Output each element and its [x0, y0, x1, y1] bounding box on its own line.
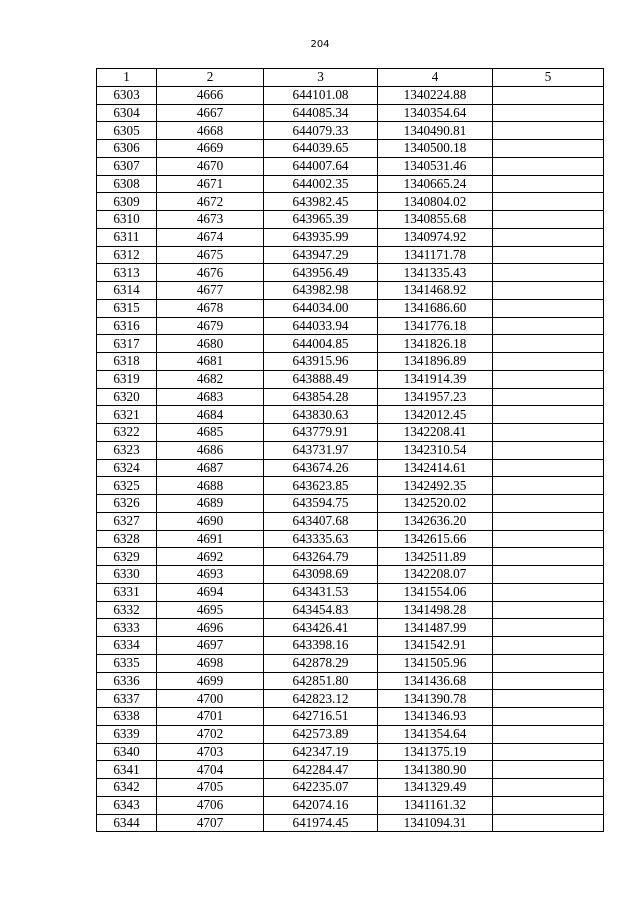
table-cell: 4687	[157, 459, 264, 477]
table-cell: 1341826.18	[378, 335, 493, 353]
table-cell: 6314	[97, 282, 157, 300]
table-cell: 6331	[97, 583, 157, 601]
table-cell: 1342615.66	[378, 530, 493, 548]
table-row	[97, 566, 604, 584]
table-cell: 643264.79	[264, 548, 378, 566]
table-cell: 643915.96	[264, 353, 378, 371]
table-cell: 6315	[97, 299, 157, 317]
table-cell: 1341468.92	[378, 282, 493, 300]
table-cell: 6303	[97, 86, 157, 104]
table-cell: 1342208.41	[378, 424, 493, 442]
table-cell: 643935.99	[264, 228, 378, 246]
table-cell: 1340500.18	[378, 140, 493, 158]
table-cell: 4678	[157, 299, 264, 317]
table-cell	[493, 725, 604, 743]
table-row	[97, 370, 604, 388]
table-cell: 643398.16	[264, 637, 378, 655]
table-cell: 1341094.31	[378, 814, 493, 832]
table-cell: 4688	[157, 477, 264, 495]
table-cell: 4675	[157, 246, 264, 264]
table-cell: 1340354.64	[378, 104, 493, 122]
table-cell	[493, 264, 604, 282]
table-cell	[493, 122, 604, 140]
table-cell	[493, 814, 604, 832]
table-cell: 642851.80	[264, 672, 378, 690]
table-cell: 643854.28	[264, 388, 378, 406]
table-cell: 4677	[157, 282, 264, 300]
table-cell: 6312	[97, 246, 157, 264]
table-cell: 6341	[97, 761, 157, 779]
table-row	[97, 353, 604, 371]
table-cell: 4706	[157, 796, 264, 814]
table-cell	[493, 211, 604, 229]
table-cell: 644004.85	[264, 335, 378, 353]
table-cell: 1341390.78	[378, 690, 493, 708]
table-cell: 1342520.02	[378, 495, 493, 513]
table-cell: 642074.16	[264, 796, 378, 814]
table-cell: 4684	[157, 406, 264, 424]
table-row	[97, 761, 604, 779]
table-cell: 6304	[97, 104, 157, 122]
table-cell: 642878.29	[264, 654, 378, 672]
table-cell	[493, 637, 604, 655]
table-row	[97, 335, 604, 353]
table-cell	[493, 477, 604, 495]
table-row	[97, 548, 604, 566]
table-row	[97, 637, 604, 655]
table-cell: 6307	[97, 157, 157, 175]
table-cell: 1341171.78	[378, 246, 493, 264]
table-cell: 643779.91	[264, 424, 378, 442]
table-cell	[493, 743, 604, 761]
table-cell	[493, 601, 604, 619]
column-header: 1	[97, 69, 157, 87]
table-cell: 1341487.99	[378, 619, 493, 637]
table-cell: 1341335.43	[378, 264, 493, 282]
table-cell: 6342	[97, 779, 157, 797]
table-cell: 4670	[157, 157, 264, 175]
table-cell: 6321	[97, 406, 157, 424]
table-cell: 4671	[157, 175, 264, 193]
table-cell: 643830.63	[264, 406, 378, 424]
table-row	[97, 140, 604, 158]
table-cell: 4672	[157, 193, 264, 211]
table-cell: 643407.68	[264, 512, 378, 530]
table-cell	[493, 796, 604, 814]
table-cell: 6343	[97, 796, 157, 814]
table-cell: 4689	[157, 495, 264, 513]
table-cell: 1340974.92	[378, 228, 493, 246]
table-row	[97, 317, 604, 335]
table-cell	[493, 388, 604, 406]
table-row	[97, 299, 604, 317]
table-cell: 4705	[157, 779, 264, 797]
table-cell: 6308	[97, 175, 157, 193]
table-cell: 4696	[157, 619, 264, 637]
table-cell	[493, 140, 604, 158]
table-cell	[493, 761, 604, 779]
table-cell: 643965.39	[264, 211, 378, 229]
table-cell: 644002.35	[264, 175, 378, 193]
table-cell: 6339	[97, 725, 157, 743]
table-cell: 643982.45	[264, 193, 378, 211]
table-cell: 4697	[157, 637, 264, 655]
table-cell: 1342511.89	[378, 548, 493, 566]
table-cell: 1340224.88	[378, 86, 493, 104]
table-cell	[493, 459, 604, 477]
column-header: 5	[493, 69, 604, 87]
table-cell: 6344	[97, 814, 157, 832]
table-cell	[493, 441, 604, 459]
table-cell: 4686	[157, 441, 264, 459]
table-cell: 644033.94	[264, 317, 378, 335]
table-cell: 4667	[157, 104, 264, 122]
table-cell	[493, 370, 604, 388]
table-cell: 644079.33	[264, 122, 378, 140]
table-cell: 6334	[97, 637, 157, 655]
table-cell: 1340804.02	[378, 193, 493, 211]
table-row	[97, 601, 604, 619]
table-cell	[493, 406, 604, 424]
table-cell	[493, 335, 604, 353]
table-row	[97, 583, 604, 601]
table-cell: 644101.08	[264, 86, 378, 104]
table-cell: 6305	[97, 122, 157, 140]
column-header: 3	[264, 69, 378, 87]
table-cell: 4681	[157, 353, 264, 371]
table-cell: 1342012.45	[378, 406, 493, 424]
table-cell: 6324	[97, 459, 157, 477]
table-cell	[493, 282, 604, 300]
table-cell: 4703	[157, 743, 264, 761]
table-cell: 6313	[97, 264, 157, 282]
table-row	[97, 175, 604, 193]
table-cell: 4698	[157, 654, 264, 672]
table-cell: 4691	[157, 530, 264, 548]
table-row	[97, 86, 604, 104]
table-cell: 643674.26	[264, 459, 378, 477]
table-cell: 643454.83	[264, 601, 378, 619]
table-row	[97, 388, 604, 406]
table-cell: 1341346.93	[378, 708, 493, 726]
table-cell: 1341896.89	[378, 353, 493, 371]
table-row	[97, 424, 604, 442]
table-cell: 1340531.46	[378, 157, 493, 175]
table-cell: 4702	[157, 725, 264, 743]
table-cell: 643335.63	[264, 530, 378, 548]
table-cell: 4693	[157, 566, 264, 584]
table-cell	[493, 548, 604, 566]
table-cell: 643098.69	[264, 566, 378, 584]
table-cell	[493, 299, 604, 317]
table-cell: 4676	[157, 264, 264, 282]
table-cell	[493, 193, 604, 211]
table-cell: 644007.64	[264, 157, 378, 175]
table-cell: 643623.85	[264, 477, 378, 495]
table-cell: 6317	[97, 335, 157, 353]
table-cell: 4673	[157, 211, 264, 229]
table-cell: 644039.65	[264, 140, 378, 158]
table-cell: 1341686.60	[378, 299, 493, 317]
table-cell: 4666	[157, 86, 264, 104]
table-cell: 1341542.91	[378, 637, 493, 655]
table-header	[97, 69, 604, 87]
table-cell: 6320	[97, 388, 157, 406]
table-cell: 1342310.54	[378, 441, 493, 459]
table-row	[97, 708, 604, 726]
table-cell	[493, 566, 604, 584]
table-cell	[493, 353, 604, 371]
table-row	[97, 122, 604, 140]
table-row	[97, 654, 604, 672]
table-cell	[493, 672, 604, 690]
table-row	[97, 157, 604, 175]
table-cell: 642716.51	[264, 708, 378, 726]
table-cell	[493, 654, 604, 672]
table-cell: 4694	[157, 583, 264, 601]
coordinates-table	[96, 68, 604, 832]
table-cell: 4695	[157, 601, 264, 619]
table-row	[97, 441, 604, 459]
table-cell: 6337	[97, 690, 157, 708]
table-cell: 4668	[157, 122, 264, 140]
table-cell: 643982.98	[264, 282, 378, 300]
table-cell	[493, 86, 604, 104]
table-body	[97, 86, 604, 832]
table-cell: 1342414.61	[378, 459, 493, 477]
table-cell: 642347.19	[264, 743, 378, 761]
table-cell	[493, 104, 604, 122]
table-cell: 644085.34	[264, 104, 378, 122]
table-cell	[493, 779, 604, 797]
table-row	[97, 459, 604, 477]
table-cell: 1342636.20	[378, 512, 493, 530]
table-cell	[493, 583, 604, 601]
table-cell: 6318	[97, 353, 157, 371]
table-cell	[493, 317, 604, 335]
table-row	[97, 193, 604, 211]
table-cell: 6306	[97, 140, 157, 158]
table-cell: 4692	[157, 548, 264, 566]
table-cell: 643594.75	[264, 495, 378, 513]
table-cell: 6335	[97, 654, 157, 672]
table-cell: 4701	[157, 708, 264, 726]
table-cell: 1341914.39	[378, 370, 493, 388]
table-cell: 1341554.06	[378, 583, 493, 601]
table-cell: 643947.29	[264, 246, 378, 264]
table-cell: 4700	[157, 690, 264, 708]
table-row	[97, 246, 604, 264]
column-header: 4	[378, 69, 493, 87]
table-cell: 6333	[97, 619, 157, 637]
table-row	[97, 211, 604, 229]
table-cell: 642235.07	[264, 779, 378, 797]
table-cell: 643956.49	[264, 264, 378, 282]
table-cell	[493, 157, 604, 175]
table-cell: 1341354.64	[378, 725, 493, 743]
table-cell: 4707	[157, 814, 264, 832]
table-row	[97, 619, 604, 637]
table-cell: 1341498.28	[378, 601, 493, 619]
table-cell: 4679	[157, 317, 264, 335]
table-cell: 643426.41	[264, 619, 378, 637]
table-row	[97, 228, 604, 246]
table-cell: 643431.53	[264, 583, 378, 601]
table-cell: 6340	[97, 743, 157, 761]
table-cell: 6311	[97, 228, 157, 246]
table-cell: 6329	[97, 548, 157, 566]
table-cell: 1341380.90	[378, 761, 493, 779]
table-cell: 4685	[157, 424, 264, 442]
table-cell: 4674	[157, 228, 264, 246]
table-cell: 4683	[157, 388, 264, 406]
table-cell: 1341776.18	[378, 317, 493, 335]
table-cell: 642823.12	[264, 690, 378, 708]
table-cell: 6330	[97, 566, 157, 584]
table-cell: 6319	[97, 370, 157, 388]
table-cell: 6338	[97, 708, 157, 726]
table-cell: 642573.89	[264, 725, 378, 743]
table-cell: 1340665.24	[378, 175, 493, 193]
table-cell: 4682	[157, 370, 264, 388]
table-cell: 643731.97	[264, 441, 378, 459]
table-cell: 6309	[97, 193, 157, 211]
table-cell: 644034.00	[264, 299, 378, 317]
table-row	[97, 495, 604, 513]
table-cell: 6323	[97, 441, 157, 459]
table-cell: 4704	[157, 761, 264, 779]
table-row	[97, 282, 604, 300]
table-cell	[493, 708, 604, 726]
table-cell: 1341161.32	[378, 796, 493, 814]
table-cell: 4690	[157, 512, 264, 530]
table-cell: 642284.47	[264, 761, 378, 779]
table-cell	[493, 495, 604, 513]
table-cell: 1341957.23	[378, 388, 493, 406]
table-cell: 6332	[97, 601, 157, 619]
table-cell: 6325	[97, 477, 157, 495]
table-cell	[493, 246, 604, 264]
table-row	[97, 530, 604, 548]
table-cell	[493, 424, 604, 442]
table-row	[97, 264, 604, 282]
table-cell	[493, 512, 604, 530]
table-row	[97, 725, 604, 743]
table-cell	[493, 228, 604, 246]
table-row	[97, 779, 604, 797]
table-cell: 1342492.35	[378, 477, 493, 495]
table-cell	[493, 619, 604, 637]
table-cell: 4680	[157, 335, 264, 353]
table-cell: 6328	[97, 530, 157, 548]
table-row	[97, 743, 604, 761]
table-cell: 641974.45	[264, 814, 378, 832]
table-cell: 643888.49	[264, 370, 378, 388]
table-cell: 1340490.81	[378, 122, 493, 140]
table-cell	[493, 175, 604, 193]
table-cell: 1342208.07	[378, 566, 493, 584]
table-cell: 1341505.96	[378, 654, 493, 672]
header-row	[97, 69, 604, 87]
table-cell: 1340855.68	[378, 211, 493, 229]
table-cell: 4669	[157, 140, 264, 158]
table-cell: 1341375.19	[378, 743, 493, 761]
page-number: 204	[310, 39, 330, 50]
table-row	[97, 104, 604, 122]
table-row	[97, 814, 604, 832]
table-row	[97, 512, 604, 530]
table-cell: 6326	[97, 495, 157, 513]
table-cell: 1341329.49	[378, 779, 493, 797]
table-cell: 6322	[97, 424, 157, 442]
table-row	[97, 406, 604, 424]
table-row	[97, 796, 604, 814]
table-row	[97, 690, 604, 708]
table-cell: 6336	[97, 672, 157, 690]
table-row	[97, 672, 604, 690]
table-row	[97, 477, 604, 495]
table-cell	[493, 690, 604, 708]
table-cell	[493, 530, 604, 548]
table-cell: 6316	[97, 317, 157, 335]
table-cell: 4699	[157, 672, 264, 690]
table-cell: 6310	[97, 211, 157, 229]
table-cell: 6327	[97, 512, 157, 530]
column-header: 2	[157, 69, 264, 87]
table-cell: 1341436.68	[378, 672, 493, 690]
